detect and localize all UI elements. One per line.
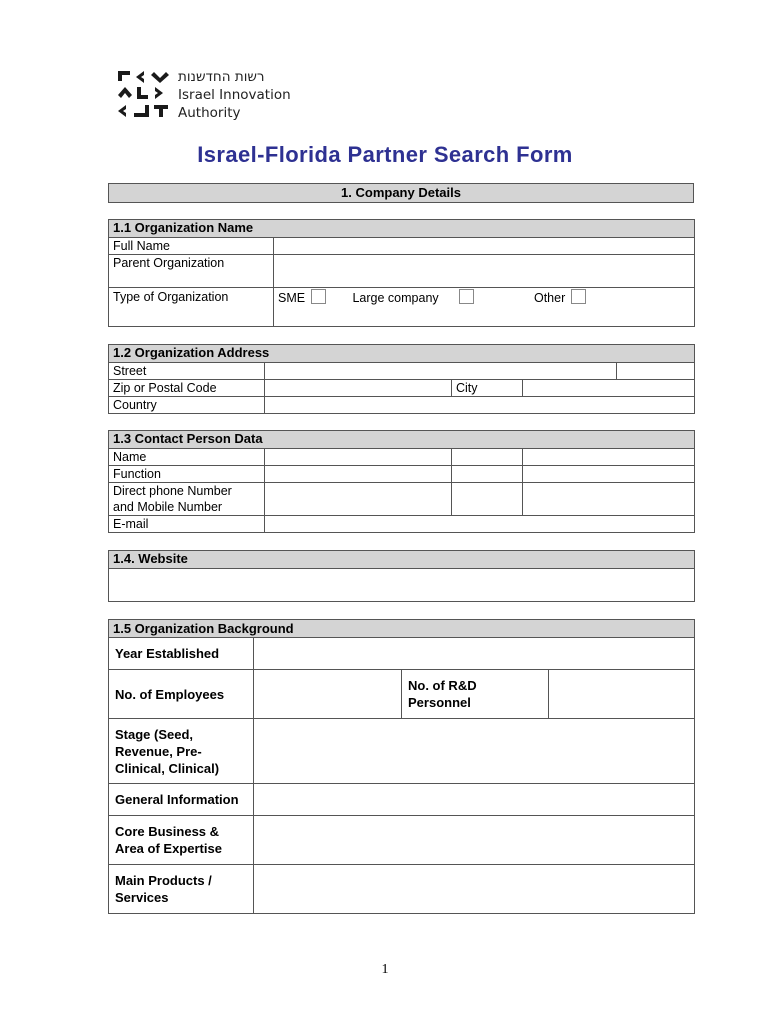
website-header: 1.4. Website xyxy=(109,551,695,569)
email-field[interactable] xyxy=(265,516,695,533)
general-info-field[interactable] xyxy=(254,784,695,816)
main-products-label xyxy=(109,865,254,914)
full-name-field[interactable] xyxy=(274,238,695,255)
authority-logo-mark xyxy=(116,69,170,119)
background-header: 1.5 Organization Background xyxy=(109,620,695,638)
street-label: Street xyxy=(109,363,265,380)
employees-field[interactable] xyxy=(254,670,402,719)
phone-field[interactable] xyxy=(265,483,452,516)
other-checkbox[interactable] xyxy=(571,289,586,304)
form-title: Israel-Florida Partner Search Form xyxy=(197,142,573,167)
org-type-large xyxy=(347,289,528,306)
general-info-label: General Information xyxy=(109,784,254,816)
phone-label xyxy=(109,483,265,516)
rd-label-line-2: Personnel xyxy=(408,695,471,710)
section-company-details: 1. Company Details xyxy=(108,183,694,203)
function-label: Function xyxy=(109,466,265,483)
phone-field-3[interactable] xyxy=(523,483,695,516)
products-label-line-2: Services xyxy=(115,890,169,905)
org-name-table xyxy=(108,219,695,327)
sme-checkbox[interactable] xyxy=(311,289,326,304)
stage-label-line-3: Clinical, Clinical) xyxy=(115,760,220,776)
stage-label-line-2: Revenue, Pre- xyxy=(115,743,202,759)
core-label-line-1: Core Business & xyxy=(115,824,220,839)
org-type-label xyxy=(109,288,274,327)
core-business-field[interactable] xyxy=(254,816,695,865)
products-label-line-1: Main Products / xyxy=(115,873,212,888)
function-field[interactable] xyxy=(265,466,452,483)
stage-field[interactable] xyxy=(254,719,695,784)
year-established-field[interactable] xyxy=(254,638,695,670)
website-field[interactable] xyxy=(109,569,695,602)
authority-logo-text xyxy=(178,68,291,122)
logo-line-2: Authority xyxy=(178,105,241,121)
street-field[interactable] xyxy=(265,363,617,380)
org-type-other xyxy=(532,289,586,306)
background-table xyxy=(108,619,695,914)
phone-label-line-2: and Mobile Number xyxy=(113,500,223,514)
contact-table xyxy=(108,430,695,533)
org-type-large-label: Large company xyxy=(352,291,439,305)
parent-org-label: Parent Organization xyxy=(109,255,274,288)
function-field-2[interactable] xyxy=(452,466,523,483)
street-number-field[interactable] xyxy=(617,363,695,380)
org-name-header: 1.1 Organization Name xyxy=(109,220,695,238)
address-table xyxy=(108,344,695,414)
contact-name-label: Name xyxy=(109,449,265,466)
org-type-label-text: Type of Organization xyxy=(113,290,229,304)
core-business-label xyxy=(109,816,254,865)
org-type-sme-label: SME xyxy=(278,291,306,305)
contact-header: 1.3 Contact Person Data xyxy=(109,431,695,449)
large-company-checkbox[interactable] xyxy=(459,289,474,304)
stage-label xyxy=(109,719,254,784)
rd-personnel-label xyxy=(402,670,549,719)
page-number: 1 xyxy=(381,962,389,977)
phone-label-line-1: Direct phone Number xyxy=(113,484,232,498)
city-label: City xyxy=(452,380,523,397)
contact-name-field[interactable] xyxy=(265,449,452,466)
main-products-field[interactable] xyxy=(254,865,695,914)
zip-field[interactable] xyxy=(265,380,452,397)
address-header: 1.2 Organization Address xyxy=(109,345,695,363)
website-table xyxy=(108,550,695,602)
zip-label: Zip or Postal Code xyxy=(109,380,265,397)
contact-name-field-3[interactable] xyxy=(523,449,695,466)
core-label-line-2: Area of Expertise xyxy=(115,841,222,856)
function-field-3[interactable] xyxy=(523,466,695,483)
contact-name-field-2[interactable] xyxy=(452,449,523,466)
rd-personnel-field[interactable] xyxy=(549,670,695,719)
city-field[interactable] xyxy=(523,380,695,397)
stage-label-line-1: Stage (Seed, xyxy=(115,726,194,742)
country-label: Country xyxy=(109,397,265,414)
parent-org-field[interactable] xyxy=(274,255,695,288)
org-type-sme xyxy=(278,289,344,306)
country-field[interactable] xyxy=(265,397,695,414)
org-type-other-label: Other xyxy=(533,291,566,305)
year-established-label: Year Established xyxy=(109,638,254,670)
phone-field-2[interactable] xyxy=(452,483,523,516)
email-label: E-mail xyxy=(109,516,265,533)
org-type-field xyxy=(274,288,695,327)
logo-line-1: Israel Innovation xyxy=(178,87,291,103)
employees-label: No. of Employees xyxy=(109,670,254,719)
logo-hebrew: רשות החדשנות xyxy=(178,69,265,85)
rd-label-line-1: No. of R&D xyxy=(408,678,477,693)
full-name-label: Full Name xyxy=(109,238,274,255)
